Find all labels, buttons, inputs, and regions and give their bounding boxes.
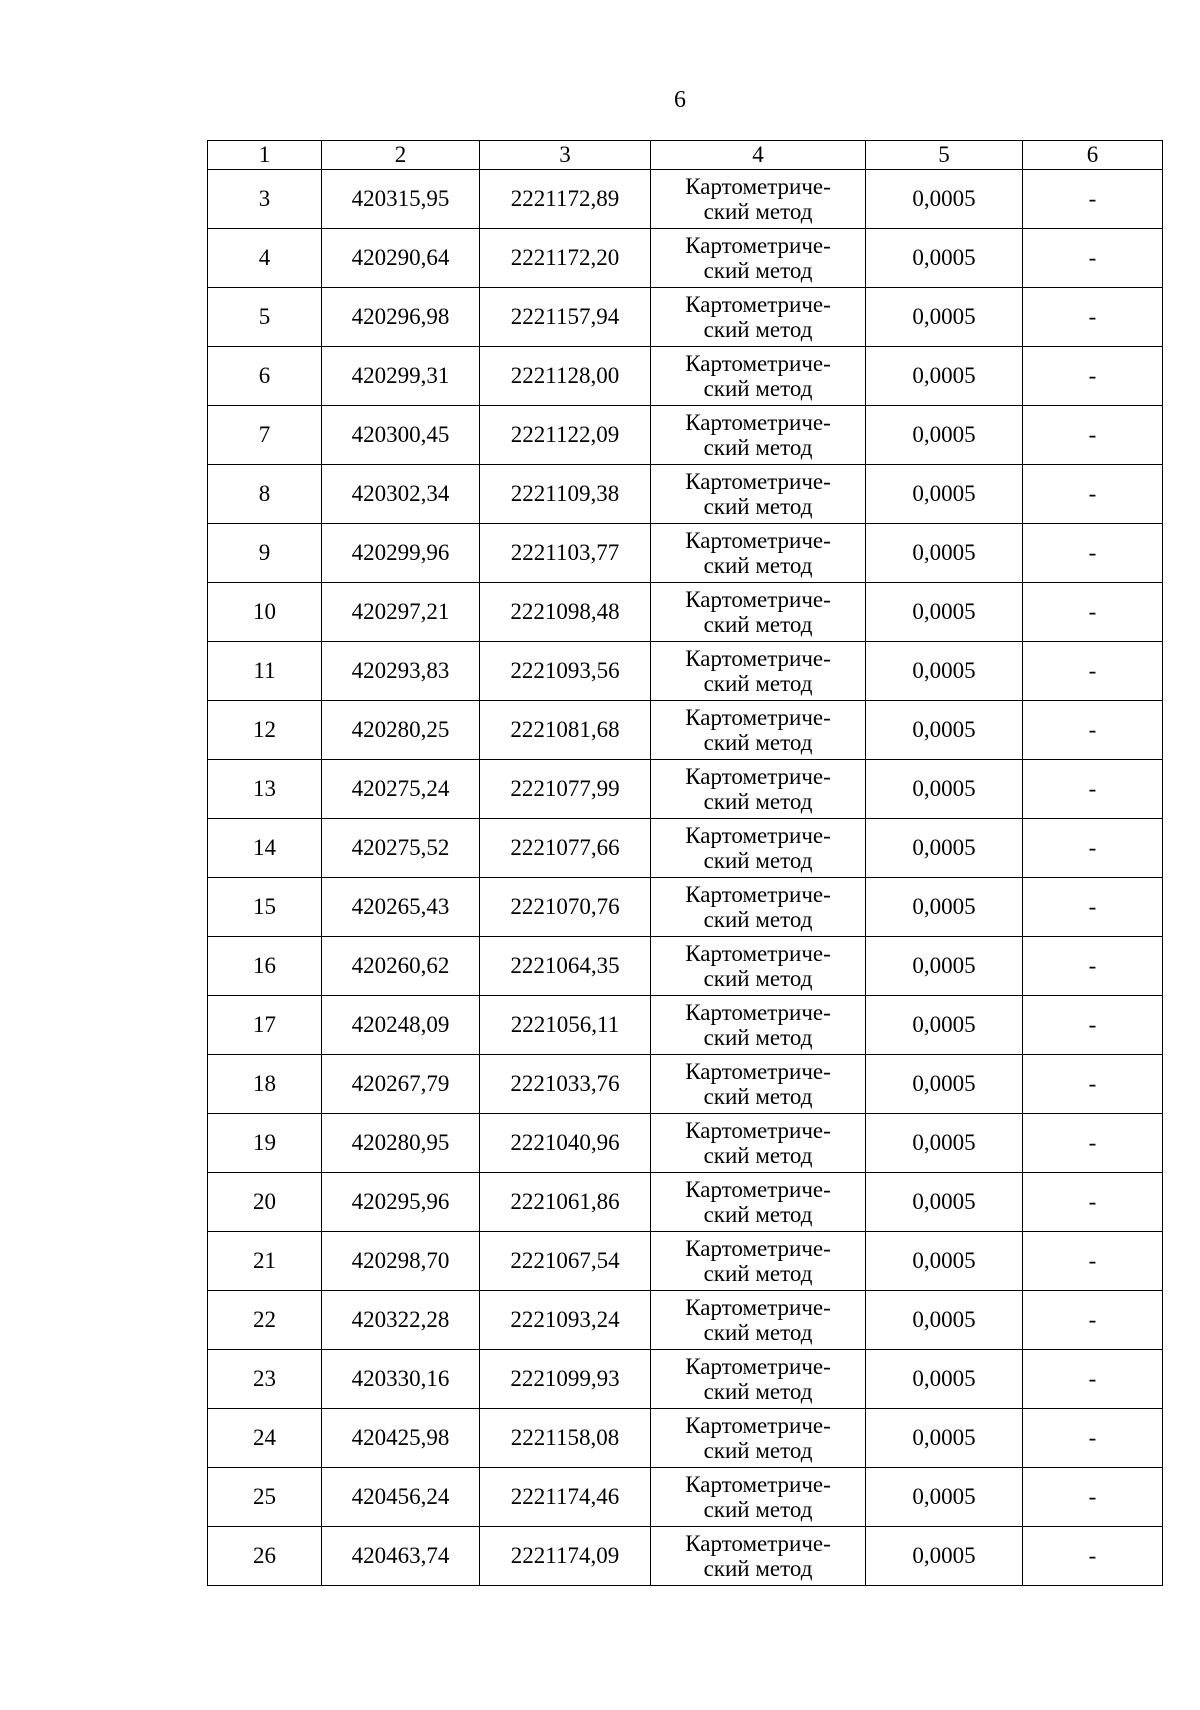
x-coordinate-cell: 420267,79 [322, 1055, 480, 1114]
x-coordinate-cell: 420290,64 [322, 229, 480, 288]
table-row [208, 1055, 1163, 1114]
x-coordinate-cell: 420293,83 [322, 642, 480, 701]
method-cell [651, 347, 866, 406]
y-coordinate-cell: 2221081,68 [480, 701, 651, 760]
method-line-2: ский метод [703, 1261, 813, 1286]
accuracy-cell: 0,0005 [866, 1409, 1023, 1468]
accuracy-cell: 0,0005 [866, 1350, 1023, 1409]
header-col-5: 5 [866, 141, 1023, 170]
header-row [208, 141, 1163, 170]
y-coordinate-cell: 2221077,66 [480, 819, 651, 878]
accuracy-cell: 0,0005 [866, 1173, 1023, 1232]
method-line-1: Картометриче- [685, 469, 831, 494]
accuracy-cell: 0,0005 [866, 1527, 1023, 1586]
method-cell [651, 1232, 866, 1291]
table-row [208, 819, 1163, 878]
method-line-1: Картометриче- [685, 1059, 831, 1084]
method-line-2: ский метод [703, 553, 813, 578]
method-line-2: ский метод [703, 612, 813, 637]
table-row [208, 465, 1163, 524]
method-line-2: ский метод [703, 789, 813, 814]
note-cell: - [1023, 229, 1163, 288]
point-number-cell: 11 [208, 642, 322, 701]
point-number-cell: 15 [208, 878, 322, 937]
method-cell [651, 937, 866, 996]
point-number-cell: 12 [208, 701, 322, 760]
method-line-1: Картометриче- [685, 233, 831, 258]
point-number-cell: 3 [208, 170, 322, 229]
method-line-2: ский метод [703, 1497, 813, 1522]
point-number-cell: 17 [208, 996, 322, 1055]
y-coordinate-cell: 2221172,20 [480, 229, 651, 288]
table-body [208, 170, 1163, 1586]
method-line-1: Картометриче- [685, 1177, 831, 1202]
coordinates-table [207, 140, 1163, 1586]
y-coordinate-cell: 2221157,94 [480, 288, 651, 347]
table-row [208, 229, 1163, 288]
point-number-cell: 4 [208, 229, 322, 288]
table-row [208, 996, 1163, 1055]
accuracy-cell: 0,0005 [866, 701, 1023, 760]
x-coordinate-cell: 420322,28 [322, 1291, 480, 1350]
x-coordinate-cell: 420299,31 [322, 347, 480, 406]
y-coordinate-cell: 2221093,56 [480, 642, 651, 701]
method-cell [651, 1468, 866, 1527]
point-number-cell: 5 [208, 288, 322, 347]
note-cell: - [1023, 1291, 1163, 1350]
y-coordinate-cell: 2221033,76 [480, 1055, 651, 1114]
accuracy-cell: 0,0005 [866, 170, 1023, 229]
table-row [208, 701, 1163, 760]
method-line-1: Картометриче- [685, 1236, 831, 1261]
accuracy-cell: 0,0005 [866, 1114, 1023, 1173]
point-number-cell: 7 [208, 406, 322, 465]
method-line-2: ский метод [703, 1320, 813, 1345]
point-number-cell: 8 [208, 465, 322, 524]
method-line-2: ский метод [703, 1202, 813, 1227]
accuracy-cell: 0,0005 [866, 583, 1023, 642]
table-row [208, 347, 1163, 406]
y-coordinate-cell: 2221103,77 [480, 524, 651, 583]
method-line-2: ский метод [703, 435, 813, 460]
table-row [208, 1468, 1163, 1527]
accuracy-cell: 0,0005 [866, 642, 1023, 701]
table-row [208, 406, 1163, 465]
method-line-1: Картометриче- [685, 705, 831, 730]
note-cell: - [1023, 347, 1163, 406]
table-row [208, 1232, 1163, 1291]
note-cell: - [1023, 1232, 1163, 1291]
note-cell: - [1023, 878, 1163, 937]
method-line-2: ский метод [703, 258, 813, 283]
method-line-2: ский метод [703, 1143, 813, 1168]
y-coordinate-cell: 2221109,38 [480, 465, 651, 524]
x-coordinate-cell: 420275,52 [322, 819, 480, 878]
header-col-4: 4 [651, 141, 866, 170]
point-number-cell: 23 [208, 1350, 322, 1409]
x-coordinate-cell: 420425,98 [322, 1409, 480, 1468]
method-cell [651, 170, 866, 229]
note-cell: - [1023, 1173, 1163, 1232]
header-col-6: 6 [1023, 141, 1163, 170]
accuracy-cell: 0,0005 [866, 996, 1023, 1055]
table-row [208, 1527, 1163, 1586]
note-cell: - [1023, 1527, 1163, 1586]
method-line-2: ский метод [703, 317, 813, 342]
method-cell [651, 406, 866, 465]
table-row [208, 1350, 1163, 1409]
table-row [208, 524, 1163, 583]
method-line-2: ский метод [703, 966, 813, 991]
method-cell [651, 288, 866, 347]
note-cell: - [1023, 996, 1163, 1055]
method-cell [651, 1350, 866, 1409]
accuracy-cell: 0,0005 [866, 1055, 1023, 1114]
point-number-cell: 26 [208, 1527, 322, 1586]
x-coordinate-cell: 420265,43 [322, 878, 480, 937]
method-line-2: ский метод [703, 1025, 813, 1050]
accuracy-cell: 0,0005 [866, 1468, 1023, 1527]
x-coordinate-cell: 420456,24 [322, 1468, 480, 1527]
method-line-1: Картометриче- [685, 823, 831, 848]
method-line-1: Картометриче- [685, 1000, 831, 1025]
method-cell [651, 996, 866, 1055]
table-row [208, 1291, 1163, 1350]
note-cell: - [1023, 642, 1163, 701]
y-coordinate-cell: 2221067,54 [480, 1232, 651, 1291]
y-coordinate-cell: 2221056,11 [480, 996, 651, 1055]
method-line-1: Картометриче- [685, 1118, 831, 1143]
note-cell: - [1023, 1468, 1163, 1527]
method-cell [651, 878, 866, 937]
method-cell [651, 583, 866, 642]
y-coordinate-cell: 2221070,76 [480, 878, 651, 937]
point-number-cell: 9 [208, 524, 322, 583]
note-cell: - [1023, 819, 1163, 878]
accuracy-cell: 0,0005 [866, 937, 1023, 996]
method-cell [651, 1409, 866, 1468]
note-cell: - [1023, 583, 1163, 642]
method-line-2: ский метод [703, 848, 813, 873]
y-coordinate-cell: 2221158,08 [480, 1409, 651, 1468]
method-cell [651, 701, 866, 760]
point-number-cell: 20 [208, 1173, 322, 1232]
x-coordinate-cell: 420300,45 [322, 406, 480, 465]
table-row [208, 1173, 1163, 1232]
y-coordinate-cell: 2221174,09 [480, 1527, 651, 1586]
note-cell: - [1023, 406, 1163, 465]
y-coordinate-cell: 2221099,93 [480, 1350, 651, 1409]
point-number-cell: 6 [208, 347, 322, 406]
accuracy-cell: 0,0005 [866, 819, 1023, 878]
table-row [208, 878, 1163, 937]
table-row [208, 937, 1163, 996]
point-number-cell: 25 [208, 1468, 322, 1527]
y-coordinate-cell: 2221172,89 [480, 170, 651, 229]
y-coordinate-cell: 2221077,99 [480, 760, 651, 819]
method-line-1: Картометриче- [685, 587, 831, 612]
header-col-2: 2 [322, 141, 480, 170]
method-cell [651, 1527, 866, 1586]
method-line-1: Картометриче- [685, 292, 831, 317]
header-col-3: 3 [480, 141, 651, 170]
table-row [208, 170, 1163, 229]
accuracy-cell: 0,0005 [866, 1291, 1023, 1350]
note-cell: - [1023, 1409, 1163, 1468]
note-cell: - [1023, 1350, 1163, 1409]
x-coordinate-cell: 420298,70 [322, 1232, 480, 1291]
method-cell [651, 1055, 866, 1114]
accuracy-cell: 0,0005 [866, 878, 1023, 937]
table-header [208, 141, 1163, 170]
method-line-1: Картометриче- [685, 351, 831, 376]
x-coordinate-cell: 420297,21 [322, 583, 480, 642]
accuracy-cell: 0,0005 [866, 229, 1023, 288]
accuracy-cell: 0,0005 [866, 760, 1023, 819]
y-coordinate-cell: 2221174,46 [480, 1468, 651, 1527]
method-cell [651, 229, 866, 288]
method-cell [651, 465, 866, 524]
table-row [208, 642, 1163, 701]
note-cell: - [1023, 170, 1163, 229]
page-number: 6 [674, 87, 686, 113]
method-line-2: ский метод [703, 1556, 813, 1581]
method-cell [651, 642, 866, 701]
x-coordinate-cell: 420299,96 [322, 524, 480, 583]
method-line-1: Картометриче- [685, 941, 831, 966]
x-coordinate-cell: 420275,24 [322, 760, 480, 819]
y-coordinate-cell: 2221061,86 [480, 1173, 651, 1232]
accuracy-cell: 0,0005 [866, 406, 1023, 465]
method-line-2: ский метод [703, 199, 813, 224]
header-col-1: 1 [208, 141, 322, 170]
point-number-cell: 19 [208, 1114, 322, 1173]
x-coordinate-cell: 420248,09 [322, 996, 480, 1055]
point-number-cell: 18 [208, 1055, 322, 1114]
method-line-1: Картометриче- [685, 882, 831, 907]
note-cell: - [1023, 465, 1163, 524]
note-cell: - [1023, 524, 1163, 583]
point-number-cell: 22 [208, 1291, 322, 1350]
method-cell [651, 1173, 866, 1232]
accuracy-cell: 0,0005 [866, 347, 1023, 406]
note-cell: - [1023, 760, 1163, 819]
method-line-1: Картометриче- [685, 410, 831, 435]
note-cell: - [1023, 701, 1163, 760]
x-coordinate-cell: 420280,95 [322, 1114, 480, 1173]
x-coordinate-cell: 420302,34 [322, 465, 480, 524]
method-line-2: ский метод [703, 1438, 813, 1463]
method-line-1: Картометриче- [685, 1354, 831, 1379]
method-line-2: ский метод [703, 730, 813, 755]
method-line-1: Картометриче- [685, 174, 831, 199]
accuracy-cell: 0,0005 [866, 465, 1023, 524]
method-line-1: Картометриче- [685, 1472, 831, 1497]
accuracy-cell: 0,0005 [866, 288, 1023, 347]
table-row [208, 1409, 1163, 1468]
y-coordinate-cell: 2221040,96 [480, 1114, 651, 1173]
accuracy-cell: 0,0005 [866, 524, 1023, 583]
method-cell [651, 819, 866, 878]
table-row [208, 1114, 1163, 1173]
x-coordinate-cell: 420295,96 [322, 1173, 480, 1232]
table-row [208, 760, 1163, 819]
accuracy-cell: 0,0005 [866, 1232, 1023, 1291]
x-coordinate-cell: 420260,62 [322, 937, 480, 996]
method-line-1: Картометриче- [685, 1295, 831, 1320]
method-line-1: Картометриче- [685, 1413, 831, 1438]
table-row [208, 583, 1163, 642]
y-coordinate-cell: 2221098,48 [480, 583, 651, 642]
note-cell: - [1023, 288, 1163, 347]
point-number-cell: 13 [208, 760, 322, 819]
method-cell [651, 1114, 866, 1173]
method-line-1: Картометриче- [685, 764, 831, 789]
method-line-2: ский метод [703, 1084, 813, 1109]
x-coordinate-cell: 420296,98 [322, 288, 480, 347]
x-coordinate-cell: 420463,74 [322, 1527, 480, 1586]
point-number-cell: 14 [208, 819, 322, 878]
method-cell [651, 760, 866, 819]
method-line-2: ский метод [703, 1379, 813, 1404]
method-line-1: Картометриче- [685, 1531, 831, 1556]
method-line-2: ский метод [703, 376, 813, 401]
y-coordinate-cell: 2221093,24 [480, 1291, 651, 1350]
method-line-2: ский метод [703, 494, 813, 519]
method-cell [651, 524, 866, 583]
y-coordinate-cell: 2221128,00 [480, 347, 651, 406]
point-number-cell: 24 [208, 1409, 322, 1468]
point-number-cell: 21 [208, 1232, 322, 1291]
y-coordinate-cell: 2221064,35 [480, 937, 651, 996]
y-coordinate-cell: 2221122,09 [480, 406, 651, 465]
x-coordinate-cell: 420315,95 [322, 170, 480, 229]
method-line-1: Картометриче- [685, 646, 831, 671]
method-line-2: ский метод [703, 907, 813, 932]
note-cell: - [1023, 1114, 1163, 1173]
method-line-1: Картометриче- [685, 528, 831, 553]
x-coordinate-cell: 420330,16 [322, 1350, 480, 1409]
point-number-cell: 10 [208, 583, 322, 642]
point-number-cell: 16 [208, 937, 322, 996]
note-cell: - [1023, 1055, 1163, 1114]
note-cell: - [1023, 937, 1163, 996]
x-coordinate-cell: 420280,25 [322, 701, 480, 760]
table-row [208, 288, 1163, 347]
method-cell [651, 1291, 866, 1350]
method-line-2: ский метод [703, 671, 813, 696]
